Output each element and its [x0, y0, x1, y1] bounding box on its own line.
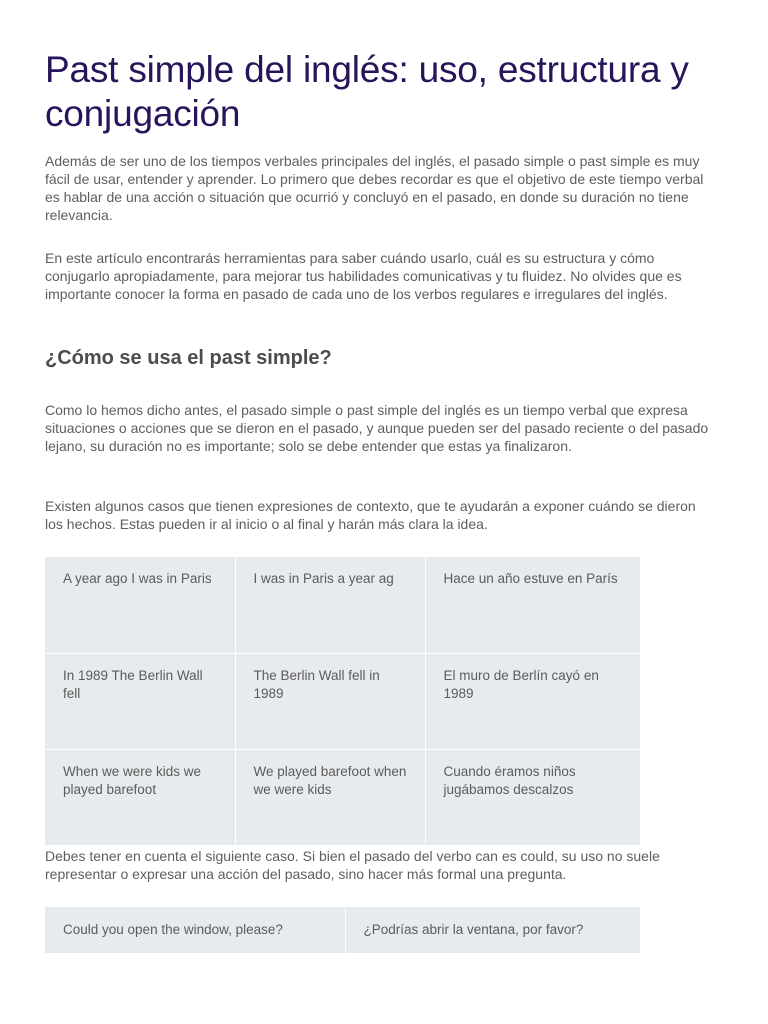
table-cell: In 1989 The Berlin Wall fell [45, 653, 235, 749]
table-cell: I was in Paris a year ag [235, 557, 425, 653]
table-row [45, 907, 640, 953]
section-heading: ¿Cómo se usa el past simple? [45, 347, 332, 369]
could-paragraph: Debes tener en cuenta el siguiente caso. Si bien el pasado del verbo can es could, su uso no suele representar o expresar una acción del pasado, sino hacer más formal una pregunta. [45, 848, 660, 882]
section-paragraph-2: Existen algunos casos que tienen expresiones de contexto, que te ayudarán a exponer cuándo se dieron los hechos. Estas pueden ir al inicio o al final y harán más clara la idea. [45, 498, 696, 532]
table-cell: The Berlin Wall fell in 1989 [235, 653, 425, 749]
examples-table [45, 557, 640, 845]
table-cell: ¿Podrías abrir la ventana, por favor? [363, 922, 584, 937]
table-row [45, 749, 640, 845]
table-cell: Could you open the window, please? [45, 907, 345, 953]
could-table [45, 907, 640, 953]
intro-paragraph-2: En este artículo encontrarás herramientas para saber cuándo usarlo, cuál es su estructura y cómo conjugarlo apropiadamente, para mejorar tus habilidades comunicativas y tu fluidez. No olvides que es importante conocer la forma en pasado de cada uno de los verbos regulares e irregulares del inglés. [45, 250, 682, 302]
section-paragraph-1: Como lo hemos dicho antes, el pasado simple o past simple del inglés es un tiempo verbal que expresa situaciones o acciones que se dieron en el pasado, y aunque pueden ser del pasado reciente o del pasado lejano, su duración no es importante; solo se debe entender que estas ya finalizaron. [45, 402, 709, 454]
table-cell: We played barefoot when we were kids [235, 749, 425, 845]
intro-paragraph-1: Además de ser uno de los tiempos verbales principales del inglés, el pasado simple o past simple es muy fácil de usar, entender y aprender. Lo primero que debes recordar es que el objetivo de este tiempo verbal es hablar de una acción o situación que ocurrió y concluyó en el pasado, en donde su duración no tiene relevancia. [45, 153, 704, 223]
table-cell: Cuando éramos niños jugábamos descalzos [443, 763, 576, 797]
page-title: Past simple del inglés: uso, estructura y conjugación [45, 49, 689, 134]
table-row [45, 557, 640, 653]
table-cell: El muro de Berlín cayó en 1989 [425, 653, 640, 749]
table-row [45, 653, 640, 749]
table-cell: Hace un año estuve en París [425, 557, 640, 653]
table-cell: A year ago I was in Paris [45, 557, 235, 653]
table-cell: When we were kids we played barefoot [45, 749, 235, 845]
